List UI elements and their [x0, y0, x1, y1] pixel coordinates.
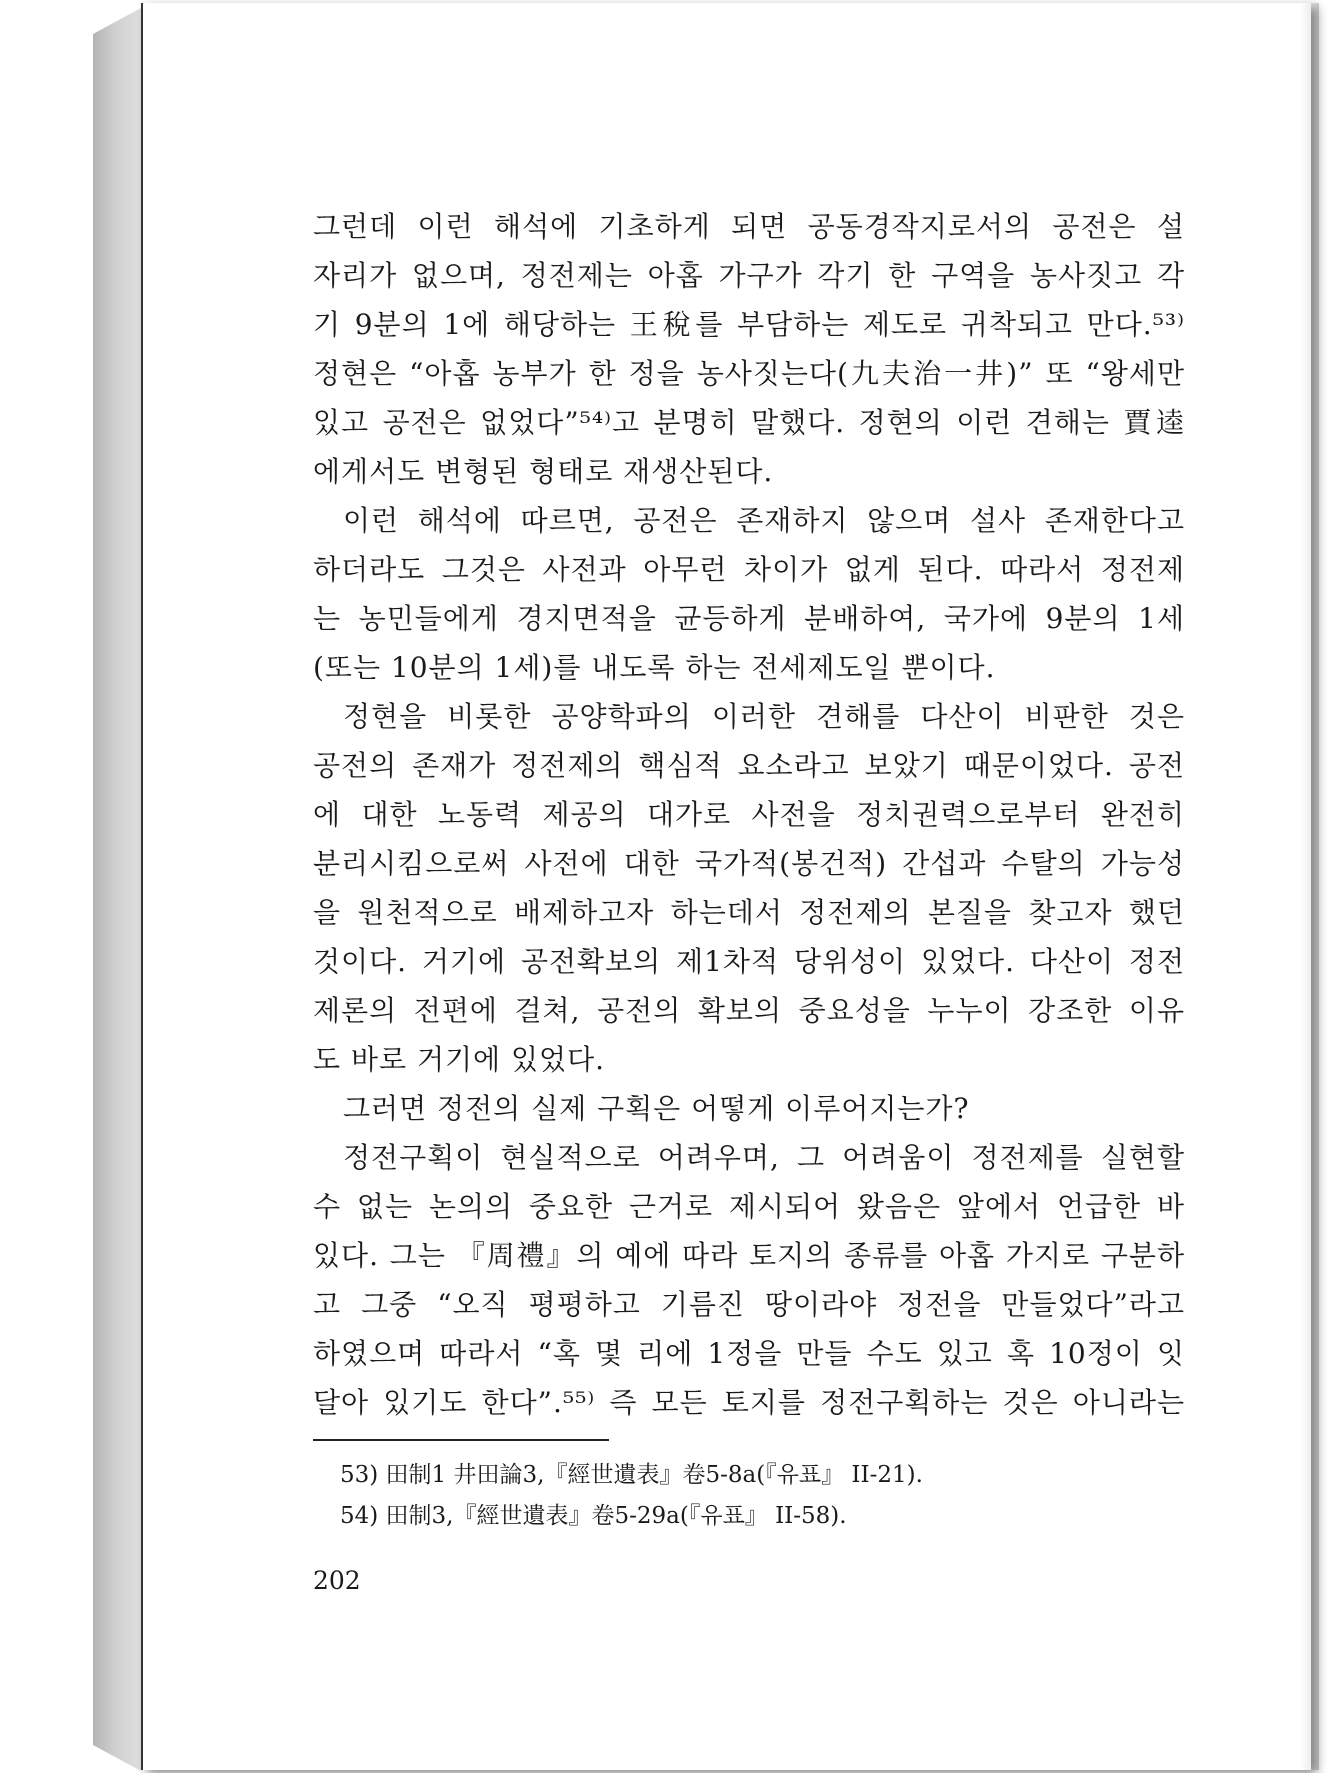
paragraph-first-line: 정현을 비롯한 공양학파의 이러한 견해를 다산이 비판한 것은: [343, 700, 1185, 733]
footnotes: [340, 1455, 923, 1537]
body-text: [313, 202, 1185, 1427]
body-line: 제론의 전편에 걸쳐, 공전의 확보의 중요성을 누누이 강조한 이유: [313, 994, 1185, 1027]
body-line: 기 9분의 1에 해당하는 王稅를 부담하는 제도로 귀착되고 만다.⁵³⁾: [313, 308, 1185, 341]
footnote-divider: [313, 1439, 609, 1441]
body-line: (또는 10분의 1세)를 내도록 하는 전세제도일 뿐이다.: [313, 651, 996, 684]
footnote-54: 54) 田制3,『經世遺表』卷5-29a(『유표』 II-58).: [340, 1503, 847, 1529]
body-line: 자리가 없으며, 정전제는 아홉 가구가 각기 한 구역을 농사짓고 각: [313, 259, 1185, 292]
paragraph-first-line: 정전구획이 현실적으로 어려우며, 그 어려움이 정전제를 실현할: [343, 1141, 1185, 1174]
paragraph-first-line: 이런 해석에 따르면, 공전은 존재하지 않으며 설사 존재한다고: [343, 504, 1185, 537]
body-line: 하였으며 따라서 “혹 몇 리에 1정을 만들 수도 있고 혹 10정이 잇: [313, 1337, 1185, 1370]
body-line: 에게서도 변형된 형태로 재생산된다.: [313, 455, 774, 488]
body-line: 수 없는 논의의 중요한 근거로 제시되어 왔음은 앞에서 언급한 바: [313, 1190, 1185, 1223]
body-line: 는 농민들에게 경지면적을 균등하게 분배하여, 국가에 9분의 1세: [313, 602, 1185, 635]
body-line: 정현은 “아홉 농부가 한 정을 농사짓는다(九夫治一井)” 또 “왕세만: [313, 357, 1185, 390]
page-number: 202: [313, 1566, 361, 1595]
body-line: 고 그중 “오직 평평하고 기름진 땅이라야 정전을 만들었다”라고: [313, 1288, 1185, 1321]
body-line: 있다. 그는 『周禮』의 예에 따라 토지의 종류를 아홉 가지로 구분하: [313, 1239, 1185, 1272]
body-line: 에 대한 노동력 제공의 대가로 사전을 정치권력으로부터 완전히: [313, 798, 1185, 831]
body-line: 있고 공전은 없었다”⁵⁴⁾고 분명히 말했다. 정현의 이런 견해는 賈逵: [313, 406, 1185, 439]
body-line: 그런데 이런 해석에 기초하게 되면 공동경작지로서의 공전은 설: [313, 210, 1185, 243]
paragraph-first-line: 그러면 정전의 실제 구획은 어떻게 이루어지는가?: [343, 1092, 970, 1125]
body-line: 하더라도 그것은 사전과 아무런 차이가 없게 된다. 따라서 정전제: [313, 553, 1185, 586]
footnote-53: 53) 田制1 井田論3,『經世遺表』卷5-8a(『유표』 II-21).: [340, 1462, 923, 1488]
body-line: 도 바로 거기에 있었다.: [313, 1043, 606, 1076]
body-line: 달아 있기도 한다”.⁵⁵⁾ 즉 모든 토지를 정전구획하는 것은 아니라는: [313, 1386, 1185, 1419]
body-line: 분리시킴으로써 사전에 대한 국가적(봉건적) 간섭과 수탈의 가능성: [313, 847, 1185, 880]
body-line: 것이다. 거기에 공전확보의 제1차적 당위성이 있었다. 다산이 정전: [313, 945, 1185, 978]
body-line: 공전의 존재가 정전제의 핵심적 요소라고 보았기 때문이었다. 공전: [313, 749, 1185, 782]
body-line: 을 원천적으로 배제하고자 하는데서 정전제의 본질을 찾고자 했던: [313, 896, 1185, 929]
book-spine: [93, 8, 141, 1771]
